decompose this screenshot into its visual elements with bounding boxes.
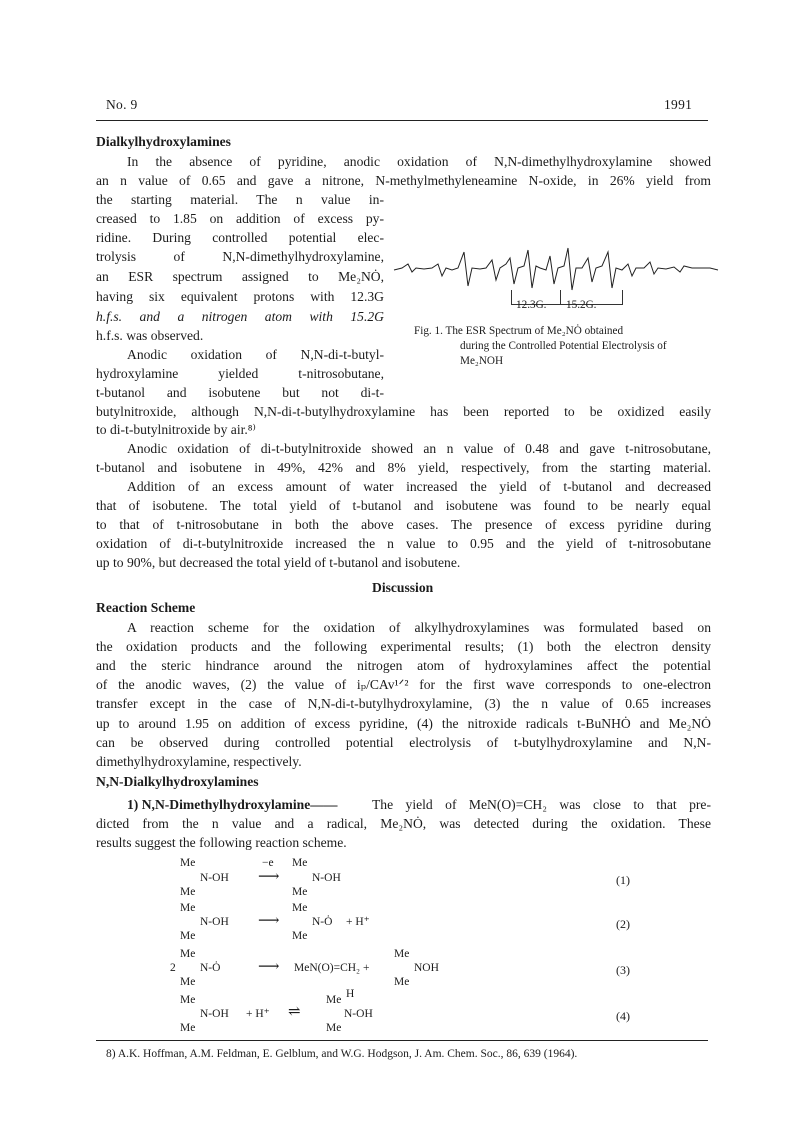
- proton-label: + H⁺: [346, 916, 370, 928]
- paragraph-line: dicted from the n value and a radical, Me₂NȮ, was detected during the oxidation. These: [96, 816, 711, 831]
- paragraph-line: creased to 1.85 on addition of excess py-: [96, 211, 384, 226]
- protonated-n-oh-group: N-OH: [344, 1008, 373, 1020]
- paragraph-line: results suggest the following reaction scheme.: [96, 835, 347, 850]
- methyl-label: Me: [180, 857, 196, 869]
- methyl-label: Me: [180, 948, 196, 960]
- header-journal-number: No. 9: [106, 97, 138, 112]
- scale-label-15-2g: 15.2G.: [566, 299, 597, 311]
- paragraph-line: Addition of an excess amount of water increased the yield of t-butanol and decreased: [127, 479, 711, 494]
- footnote-rule: [96, 1040, 708, 1041]
- paragraph-line: transfer except in the case of N,N-di-t-butylhydroxylamine, (3) the n value of 0.65 increases: [96, 696, 711, 711]
- electron-loss-label: −e: [262, 857, 274, 869]
- figure-caption: Fig. 1. The ESR Spectrum of Me₂NȮ obtained: [414, 325, 624, 337]
- paragraph-line: can be observed during controlled potential electrolysis of t-butylhydroxylamine and N,N-: [96, 735, 711, 750]
- equilibrium-arrow: ⇌: [288, 1004, 301, 1020]
- paragraph-line: In the absence of pyridine, anodic oxidation of N,N-dimethylhydroxylamine showed: [127, 154, 711, 169]
- paragraph-line: t-butanol and isobutene in 49%, 42% and 8% yield, respectively, from the starting material.: [96, 460, 711, 475]
- methyl-label: Me: [180, 886, 196, 898]
- reaction-arrow: ⟶: [258, 959, 280, 975]
- equation-number: (2): [616, 917, 630, 931]
- reaction-arrow: ⟶: [258, 869, 280, 885]
- equation-number: (1): [616, 873, 630, 887]
- paragraph-line: Anodic oxidation of N,N-di-t-butyl-: [127, 347, 384, 362]
- equation-number: (3): [616, 963, 630, 977]
- methyl-label: Me: [180, 976, 196, 988]
- subsection-label: 1) N,N-Dimethylhydroxylamine——: [127, 797, 338, 812]
- methyl-label: Me: [292, 930, 308, 942]
- n-oh-group: N-OH: [200, 916, 229, 928]
- paragraph-line: up to around 1.95 on addition of excess pyridine, (4) the nitroxide radicals t-BuNHȮ and Me₂NȮ: [96, 716, 711, 731]
- n-o-radical-group: N-Ȯ: [312, 916, 333, 928]
- header-rule: [96, 120, 708, 121]
- methyl-label: Me: [180, 1022, 196, 1034]
- methyl-label: Me: [326, 1022, 342, 1034]
- methyl-label: Me: [180, 930, 196, 942]
- section-heading-dialkylhydroxylamines: Dialkylhydroxylamines: [96, 134, 231, 149]
- methyl-label: Me: [180, 902, 196, 914]
- paragraph-line: the starting material. The n value in-: [96, 192, 384, 207]
- paragraph-line: an n value of 0.65 and gave a nitrone, N-methylmethyleneamine N-oxide, in 26% yield from: [96, 173, 711, 188]
- methyl-label: Me: [394, 948, 410, 960]
- paragraph-line: an ESR spectrum assigned to Me₂NȮ,: [96, 269, 384, 284]
- paragraph-line: that of isobutene. The total yield of t-butanol and isobutene was found to be nearly equal: [96, 498, 711, 513]
- figure-caption: Me₂NOH: [460, 355, 504, 367]
- paragraph-line: to that of t-nitrosobutane in both the above cases. The presence of excess pyridine during: [96, 517, 711, 532]
- proton-label: + H⁺: [246, 1008, 270, 1020]
- paragraph-line: the oxidation products and the following experimental results; (1) both the electron density: [96, 639, 711, 654]
- figure-caption: during the Controlled Potential Electrolysis of: [460, 340, 667, 352]
- scale-label-12-3g: 12.3G.: [516, 299, 547, 311]
- n-oh-group: N-OH: [312, 872, 341, 884]
- paragraph-line: The yield of MeN(O)=CH₂ was close to that pre-: [372, 797, 711, 812]
- paragraph-line: dimethylhydroxylamine, respectively.: [96, 754, 302, 769]
- methyl-label: Me: [292, 902, 308, 914]
- methyl-label: Me: [292, 857, 308, 869]
- paragraph-line: up to 90%, but decreased the total yield of t-butanol and isobutene.: [96, 555, 461, 570]
- methyl-label: Me: [180, 994, 196, 1006]
- header-page-number: 1991: [664, 97, 693, 112]
- paragraph-line: t-butanol and isobutene but not di-t-: [96, 385, 384, 400]
- paragraph-line: hydroxylamine yielded t-nitrosobutane,: [96, 366, 384, 381]
- discussion-heading: Discussion: [372, 580, 434, 595]
- paragraph-line: Anodic oxidation of di-t-butylnitroxide showed an n value of 0.48 and gave t-nitrosobutane,: [127, 441, 711, 456]
- reaction-scheme-heading: Reaction Scheme: [96, 600, 196, 615]
- paragraph-line: and the steric hindrance around the nitrogen atom of hydroxylamines affect the potential: [96, 658, 711, 673]
- coefficient: 2: [170, 962, 176, 974]
- footnote: 8) A.K. Hoffman, A.M. Feldman, E. Gelblum, and W.G. Hodgson, J. Am. Chem. Soc., 86, 639 (1964).: [106, 1048, 578, 1060]
- paragraph-line: having six equivalent protons with 12.3G: [96, 289, 384, 304]
- scale-divider: [560, 290, 561, 304]
- paragraph-line: A reaction scheme for the oxidation of alkylhydroxylamines was formulated based on: [127, 620, 711, 635]
- methyl-label: Me: [394, 976, 410, 988]
- paragraph-line: to di-t-butylnitroxide by air.⁸⁾: [96, 422, 256, 437]
- n-o-radical-group: N-Ȯ: [200, 962, 221, 974]
- paragraph-line: oxidation of di-t-butylnitroxide increased the n value to 0.95 and the yield of t-nitrosobutane: [96, 536, 711, 551]
- paragraph-line: ridine. During controlled potential elec-: [96, 230, 384, 245]
- n-oh-group: N-OH: [200, 872, 229, 884]
- noh-group: NOH: [414, 962, 439, 974]
- paragraph-line: h.f.s. was observed.: [96, 328, 204, 343]
- paragraph-line: h.f.s. and a nitrogen atom with 15.2G: [96, 309, 384, 324]
- hydrogen-label: H: [346, 988, 355, 1000]
- equation-number: (4): [616, 1009, 630, 1023]
- reaction-arrow: ⟶: [258, 913, 280, 929]
- methyl-label: Me: [292, 886, 308, 898]
- paragraph-line: of the anodic waves, (2) the value of iₚ/CAv¹ᐟ² for the first wave corresponds to one-electron: [96, 677, 711, 692]
- paragraph-line: trolysis of N,N-dimethylhydroxylamine,: [96, 249, 384, 264]
- n-oh-group: N-OH: [200, 1008, 229, 1020]
- nitrone-product: MeN(O)=CH₂ +: [294, 962, 370, 974]
- subheading-dialkylhydroxylamines: N,N-Dialkylhydroxylamines: [96, 774, 259, 789]
- methyl-label: Me: [326, 994, 342, 1006]
- paragraph-line: butylnitroxide, although N,N-di-t-butylhydroxylamine has been reported to be oxidized easily: [96, 404, 711, 419]
